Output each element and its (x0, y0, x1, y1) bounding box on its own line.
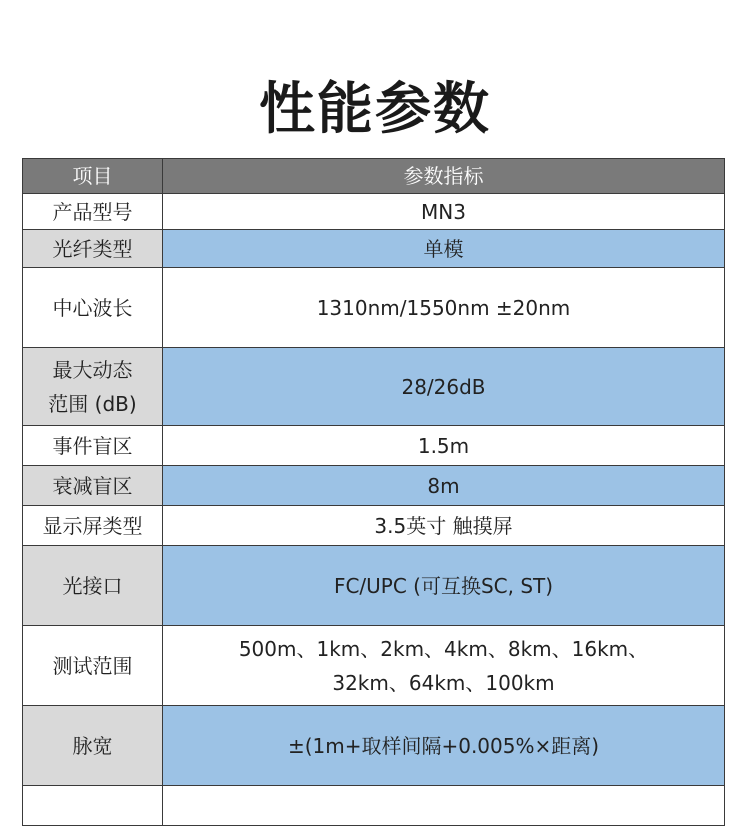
row-label: 显示屏类型 (23, 506, 163, 546)
header-spec: 参数指标 (163, 159, 725, 194)
row-value: 1310nm/1550nm ±20nm (163, 268, 725, 348)
page-title: 性能参数 (259, 77, 491, 142)
row-label: 光纤类型 (23, 230, 163, 268)
spec-table (22, 158, 725, 826)
row-value (163, 626, 725, 706)
row-label: 测试范围 (23, 626, 163, 706)
row-value: 3.5英寸 触摸屏 (163, 506, 725, 546)
row-label: 产品型号 (23, 194, 163, 230)
row-value: 1.5m (163, 426, 725, 466)
row-label (23, 348, 163, 426)
table-row (23, 426, 725, 466)
table-row (23, 506, 725, 546)
row-value (163, 786, 725, 826)
row-value: 单模 (163, 230, 725, 268)
row-value: MN3 (163, 194, 725, 230)
header-item: 项目 (23, 159, 163, 194)
table-row (23, 706, 725, 786)
row-label: 中心波长 (23, 268, 163, 348)
row-label (23, 786, 163, 826)
row-label: 衰减盲区 (23, 466, 163, 506)
table-row (23, 348, 725, 426)
table-row (23, 626, 725, 706)
row-label: 事件盲区 (23, 426, 163, 466)
table-row (23, 466, 725, 506)
table-row (23, 546, 725, 626)
row-label-line2: 范围 (dB) (48, 391, 137, 416)
row-label-line1: 最大动态 (52, 357, 133, 382)
row-value: 8m (163, 466, 725, 506)
row-value-line2: 32km、64km、100km (332, 670, 555, 695)
table-row (23, 786, 725, 826)
row-value: FC/UPC (可互换SC, ST) (163, 546, 725, 626)
row-value: 28/26dB (163, 348, 725, 426)
row-label: 光接口 (23, 546, 163, 626)
table-header-row (23, 159, 725, 194)
table-row (23, 268, 725, 348)
row-label: 脉宽 (23, 706, 163, 786)
row-value: ±(1m+取样间隔+0.005%×距离) (163, 706, 725, 786)
row-value-line1: 500m、1km、2km、4km、8km、16km、 (238, 636, 649, 661)
table-row (23, 230, 725, 268)
table-row (23, 194, 725, 230)
